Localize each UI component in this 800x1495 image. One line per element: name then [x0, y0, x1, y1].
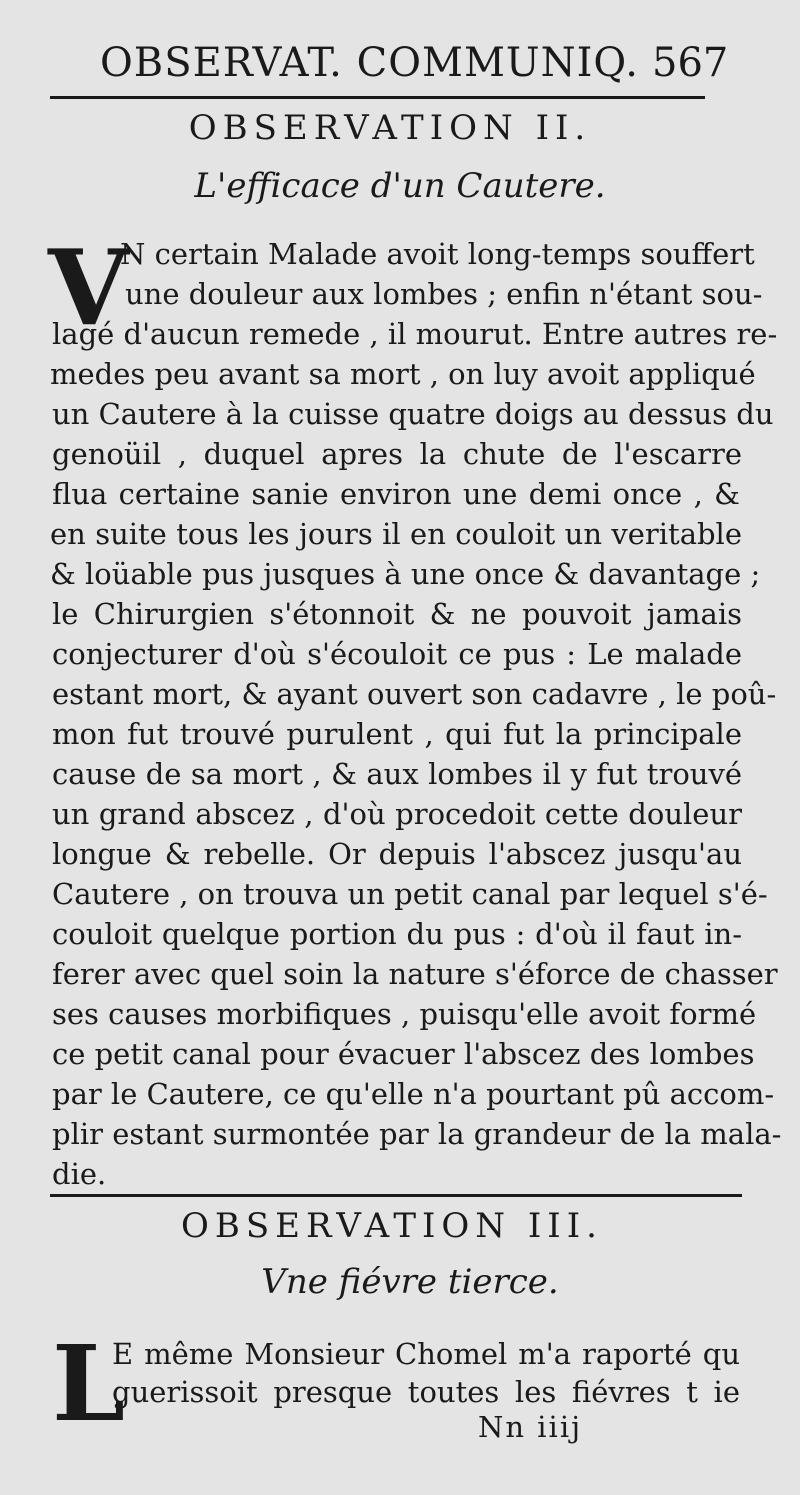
observation-3-subtitle: Vne fiévre tierce. [261, 1262, 559, 1302]
observation-2-line: conjecturer d'où s'écouloit ce pus : Le malade [52, 637, 742, 671]
running-title: OBSERVAT. COMMUNIQ. [100, 40, 639, 86]
observation-2-line: Cautere , on trouva un petit canal par lequel s'é- [52, 877, 768, 911]
observation-2-line: une douleur aux lombes ; enfin n'étant sou- [125, 277, 763, 311]
observation-2-line: die. [52, 1157, 107, 1191]
observation-2-line: lagé d'aucun remede , il mourut. Entre autres re- [52, 317, 778, 351]
observation-2-line: un Cautere à la cuisse quatre doigs au dessus du [52, 397, 774, 431]
observation-2-subtitle: L'efficace d'un Cautere. [194, 166, 606, 206]
observation-2-line: ferer avec quel soin la nature s'éforce de chasser [52, 957, 778, 991]
observation-2-line: estant mort, & ayant ouvert son cadavre , le poû- [52, 677, 777, 711]
observation-2-line: mon fut trouvé purulent , qui fut la principale [52, 717, 742, 751]
observation-2-line: medes peu avant sa mort , on luy avoit appliqué [50, 357, 756, 391]
observation-2-line: ce petit canal pour évacuer l'abscez des lombes [52, 1037, 755, 1071]
observation-3-drop-cap: L [52, 1322, 126, 1445]
observation-2-line: genoüil , duquel apres la chute de l'escarre [52, 437, 742, 471]
observation-2-drop-cap: V [48, 226, 129, 349]
observation-2-line: par le Cautere, ce qu'elle n'a pourtant pû accom- [52, 1077, 775, 1111]
section-rule [50, 1194, 742, 1197]
observation-3-title: OBSERVATION III. [181, 1206, 603, 1246]
observation-2-line: couloit quelque portion du pus : d'où il faut in- [52, 917, 742, 951]
page-number: 567 [652, 40, 729, 86]
signature-mark: Nn iiij [478, 1410, 583, 1444]
observation-2-line: le Chirurgien s'étonnoit & ne pouvoit jamais [52, 597, 742, 631]
observation-2-line: flua certaine sanie environ une demi once , & [52, 477, 740, 511]
observation-2-line: & loüable pus jusques à une once & davantage ; [50, 557, 761, 591]
observation-2-line: en suite tous les jours il en couloit un veritable [50, 517, 742, 551]
observation-2-line: N certain Malade avoit long-temps souffert [120, 237, 755, 271]
observation-2-line: plir estant surmontée par la grandeur de la mala- [52, 1117, 782, 1151]
observation-2-title: OBSERVATION II. [188, 108, 592, 148]
observation-2-line: ses causes morbifiques , puisqu'elle avoit formé [52, 997, 757, 1031]
observation-2-line: longue & rebelle. Or depuis l'abscez jusqu'au [52, 837, 742, 871]
observation-2-line: un grand abscez , d'où procedoit cette douleur [52, 797, 742, 831]
observation-3-line: guerissoit presque toutes les fiévres t ie [112, 1375, 740, 1409]
observation-2-line: cause de sa mort , & aux lombes il y fut trouvé [52, 757, 742, 791]
header-rule [50, 96, 705, 99]
observation-3-line: E même Monsieur Chomel m'a raporté qu [112, 1337, 740, 1371]
